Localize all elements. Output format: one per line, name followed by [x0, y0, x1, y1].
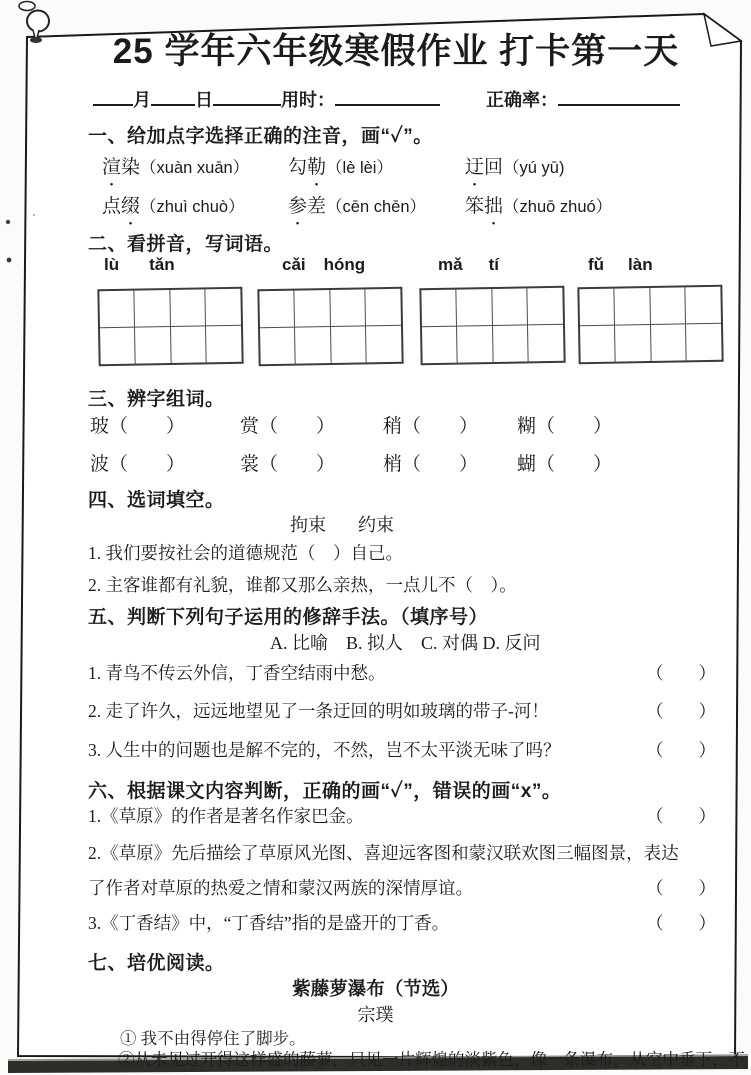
pinyin-choices: （cēn chēn）: [326, 198, 426, 216]
dotted-char: 迂: [465, 157, 485, 178]
write-cell: [135, 327, 171, 364]
answer-paren: （ ）: [646, 913, 716, 933]
write-cell: [99, 291, 135, 328]
writing-grid: [419, 286, 565, 366]
word-build-item: 赏（ ）: [240, 416, 336, 437]
accuracy-label: 正确率：: [486, 90, 558, 110]
write-cell: [615, 288, 651, 325]
judge-item: 1. 青鸟不传云外信，丁香空结雨中愁。 （ ）: [88, 660, 716, 685]
write-cell: [366, 325, 402, 362]
blank-underline: [151, 86, 195, 106]
blank-underline: [558, 86, 680, 106]
pinyin-choices: （yú yū): [503, 159, 565, 177]
phonetic-item: 勾勒（lè lèi）: [288, 152, 393, 179]
month-label: 月: [133, 90, 151, 110]
phonetic-item: 笨拙（zhuō zhuó）: [465, 191, 612, 218]
write-cell: [651, 324, 687, 361]
word-build-item: 玻（ ）: [90, 416, 186, 437]
answer-paren: （ ）: [646, 740, 716, 760]
answer-paren: （ ）: [402, 454, 479, 475]
section6-heading: 六、根据课文内容判断，正确的画“✓”，错误的画“x”。: [88, 781, 562, 802]
tf-item: 了作者对草原的热爱之情和蒙汉两族的深情厚谊。 （ ）: [88, 875, 716, 900]
section3-heading: 三、辨字组词。: [88, 389, 225, 410]
answer-paren: （ ）: [109, 454, 186, 475]
dotted-char: 渲: [102, 157, 122, 178]
write-cell: [295, 327, 331, 364]
dotted-char: 拙: [484, 196, 504, 217]
word-build-item: 蝴（ ）: [517, 454, 613, 475]
word-options: [290, 511, 394, 537]
answer-paren: （ ）: [646, 701, 716, 721]
tf-item-line: 2.《草原》先后描绘了草原风光图、喜迎远客图和蒙汉联欢图三幅图景，表达: [88, 843, 679, 863]
tf-item: 3.《丁香结》中，“丁香结”指的是盛开的丁香。 （ ）: [88, 910, 716, 935]
answer-paren: （ ）: [536, 454, 613, 475]
write-cell: [650, 287, 686, 324]
day-label: 日: [195, 90, 213, 110]
tf-item: 1.《草原》的作者是著名作家巴金。 （ ）: [88, 803, 716, 828]
writing-grid: [577, 285, 723, 365]
word-build-item: 糊（ ）: [517, 416, 613, 437]
section5-heading: 五、判断下列句子运用的修辞手法。（填序号）: [88, 607, 489, 628]
phonetic-item: 渲染（xuàn xuān）: [102, 152, 249, 179]
write-cell: [686, 323, 722, 360]
pinyin-word: lù tǎn: [104, 255, 175, 274]
write-cell: [615, 325, 651, 362]
pinyin-choices: （xuàn xuān）: [140, 159, 250, 177]
fill-item: 1. 我们要按社会的道德规范（ ）自己。: [88, 543, 403, 563]
write-cell: [259, 291, 295, 328]
dotted-char: 勒: [307, 157, 327, 178]
write-cell: [685, 287, 721, 324]
blank-underline: [213, 86, 281, 106]
phonetic-item: 迂回（yú yū): [465, 152, 564, 179]
word-build-item: 梢（ ）: [383, 454, 479, 475]
reading-paragraph: ②从未见过开得这样盛的藤萝，只见一片辉煌的淡紫色，像一条瀑布，从空中垂下，不: [118, 1050, 745, 1069]
pinyin-word: cǎi hóng: [282, 255, 366, 274]
write-cell: [170, 289, 206, 326]
pinyin-choices: （lè lèi）: [326, 159, 393, 177]
write-cell: [421, 290, 457, 327]
answer-paren: （ ）: [646, 663, 716, 683]
blank-underline: [335, 86, 440, 106]
pinyin-word: mǎ tí: [438, 255, 499, 274]
answer-paren: （ ）: [259, 416, 336, 437]
write-cell: [206, 325, 242, 362]
pinyin-choices: （zhuì chuò）: [140, 198, 245, 216]
section2-heading: 二、看拼音，写词语。: [88, 234, 284, 255]
judge-item: 3. 人生中的问题也是解不完的，不然，岂不太平淡无味了吗？ （ ）: [88, 737, 716, 762]
word-build-item: 稍（ ）: [383, 416, 479, 437]
write-cell: [331, 326, 367, 363]
dotted-char: 缀: [121, 196, 141, 217]
write-cell: [422, 326, 458, 363]
write-cell: [580, 325, 616, 362]
word-build-item: 裳（ ）: [240, 454, 336, 475]
pinyin-choices: （zhuō zhuó）: [503, 198, 613, 216]
reading-paragraph: ① 我不由得停住了脚步。: [120, 1029, 306, 1048]
write-cell: [365, 289, 401, 326]
write-cell: [579, 289, 615, 326]
answer-paren: （ ）: [259, 454, 336, 475]
rhetoric-options: A. 比喻 B. 拟人 C. 对偶 D. 反问: [270, 633, 541, 653]
answer-paren: （ ）: [646, 878, 716, 898]
phonetic-item: 点缀（zhuì chuò）: [102, 191, 245, 218]
writing-grid: [97, 287, 243, 367]
write-cell: [295, 290, 331, 327]
write-cell: [527, 288, 563, 325]
write-cell: [492, 288, 528, 325]
write-cell: [135, 290, 171, 327]
write-cell: [457, 326, 493, 363]
write-cell: [330, 289, 366, 326]
option-word: 约束: [358, 515, 394, 535]
section7-heading: 七、培优阅读。: [88, 953, 225, 974]
answer-paren: （ ）: [536, 416, 613, 437]
write-cell: [528, 324, 564, 361]
option-word: 拘束: [290, 515, 326, 535]
section4-heading: 四、选词填空。: [88, 490, 225, 511]
write-cell: [205, 289, 241, 326]
reading-author: 宗璞: [357, 1005, 394, 1025]
time-label: 用时：: [281, 90, 335, 110]
pinyin-word: fǔ làn: [588, 255, 653, 274]
blank-underline: [93, 86, 133, 106]
judge-item: 2. 走了许久，远远地望见了一条迂回的明如玻璃的带子-河！ （ ）: [88, 698, 716, 723]
write-cell: [457, 289, 493, 326]
answer-paren: （ ）: [109, 416, 186, 437]
write-cell: [171, 326, 207, 363]
word-build-item: 波（ ）: [90, 454, 186, 475]
answer-paren: （ ）: [646, 806, 716, 826]
section1-heading: 一、给加点字选择正确的注音，画“✓”。: [88, 126, 433, 147]
write-cell: [493, 325, 529, 362]
reading-title: 紫藤萝瀑布（节选）: [292, 980, 459, 1000]
answer-paren: （ ）: [402, 416, 479, 437]
writing-grid: [257, 287, 403, 367]
write-cell: [100, 327, 136, 364]
write-cell: [260, 327, 296, 364]
phonetic-item: 参差（cēn chēn）: [288, 191, 426, 218]
header-fill-line: [93, 86, 680, 112]
fill-item: 2. 主客谁都有礼貌，谁都又那么亲热，一点儿不（ ）。: [88, 575, 517, 595]
dotted-char: 参: [288, 196, 308, 217]
page-title: 25 学年六年级寒假作业 打卡第一天: [112, 32, 680, 71]
